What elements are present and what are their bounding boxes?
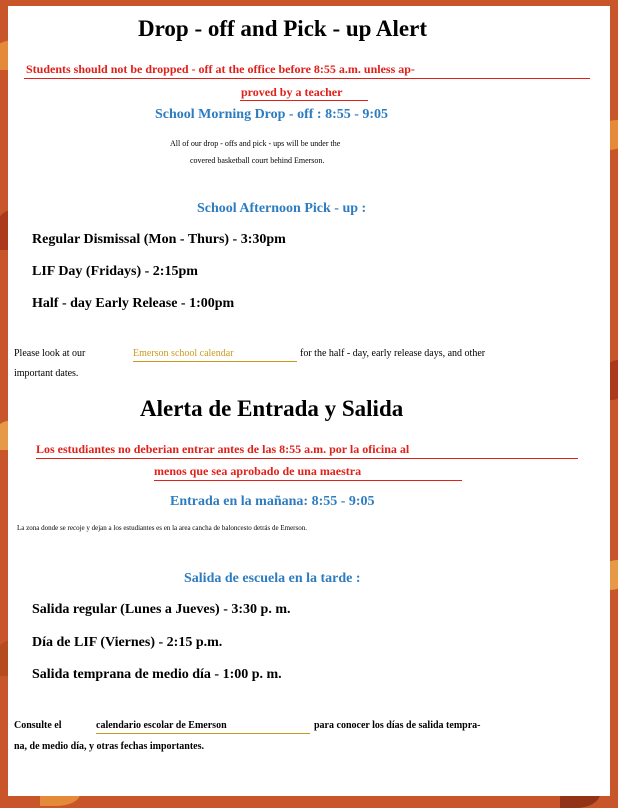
english-dismissal-item: Regular Dismissal (Mon - Thurs) - 3:30pm [32,232,286,247]
english-calendar-line2: important dates. [14,368,79,379]
english-dismissal-item: LIF Day (Fridays) - 2:15pm [32,264,198,279]
spanish-dismissal-item: Día de LIF (Viernes) - 2:15 p.m. [32,635,223,650]
english-morning-note-line1: All of our drop - offs and pick - ups will be under the [170,139,341,148]
spanish-morning-heading: Entrada en la mañana: 8:55 - 9:05 [170,494,375,509]
notice-underline [24,78,590,79]
spanish-notice-line1: Los estudiantes no deberian entrar antes de las 8:55 a.m. por la oficina al [36,442,410,456]
emerson-calendar-link-es[interactable]: calendario escolar de Emerson [96,720,227,731]
notice-underline [154,480,462,481]
spanish-morning-note: La zona donde se recoje y dejan a los estudiantes es en la area cancha de baloncesto detrás de Emerson. [17,524,307,532]
english-dismissal-item: Half - day Early Release - 1:00pm [32,296,235,311]
english-title: Drop - off and Pick - up Alert [138,16,427,41]
alert-card [8,6,610,796]
english-calendar-pre: Please look at our [14,348,86,359]
spanish-dismissal-item: Salida regular (Lunes a Jueves) - 3:30 p. m. [32,602,291,617]
spanish-calendar-pre: Consulte el [14,720,62,731]
english-notice-line2: proved by a teacher [241,85,343,99]
spanish-calendar-post: para conocer los días de salida tempra- [314,720,481,731]
english-morning-heading: School Morning Drop - off : 8:55 - 9:05 [155,107,389,122]
spanish-dismissal-item: Salida temprana de medio día - 1:00 p. m. [32,667,282,682]
english-calendar-post: for the half - day, early release days, and other [300,348,486,359]
english-notice-line1: Students should not be dropped - off at the office before 8:55 a.m. unless ap- [26,62,415,76]
spanish-afternoon-heading: Salida de escuela en la tarde : [184,571,361,586]
english-afternoon-heading: School Afternoon Pick - up : [197,201,367,216]
link-underline [96,733,310,734]
english-morning-note-line2: covered basketball court behind Emerson. [190,156,325,165]
spanish-notice-line2: menos que sea aprobado de una maestra [154,464,362,478]
emerson-calendar-link[interactable]: Emerson school calendar [133,348,234,359]
spanish-title: Alerta de Entrada y Salida [140,396,404,421]
spanish-calendar-line2: na, de medio día, y otras fechas importantes. [14,741,204,752]
notice-underline [240,100,368,101]
notice-underline [36,458,578,459]
link-underline [133,361,297,362]
